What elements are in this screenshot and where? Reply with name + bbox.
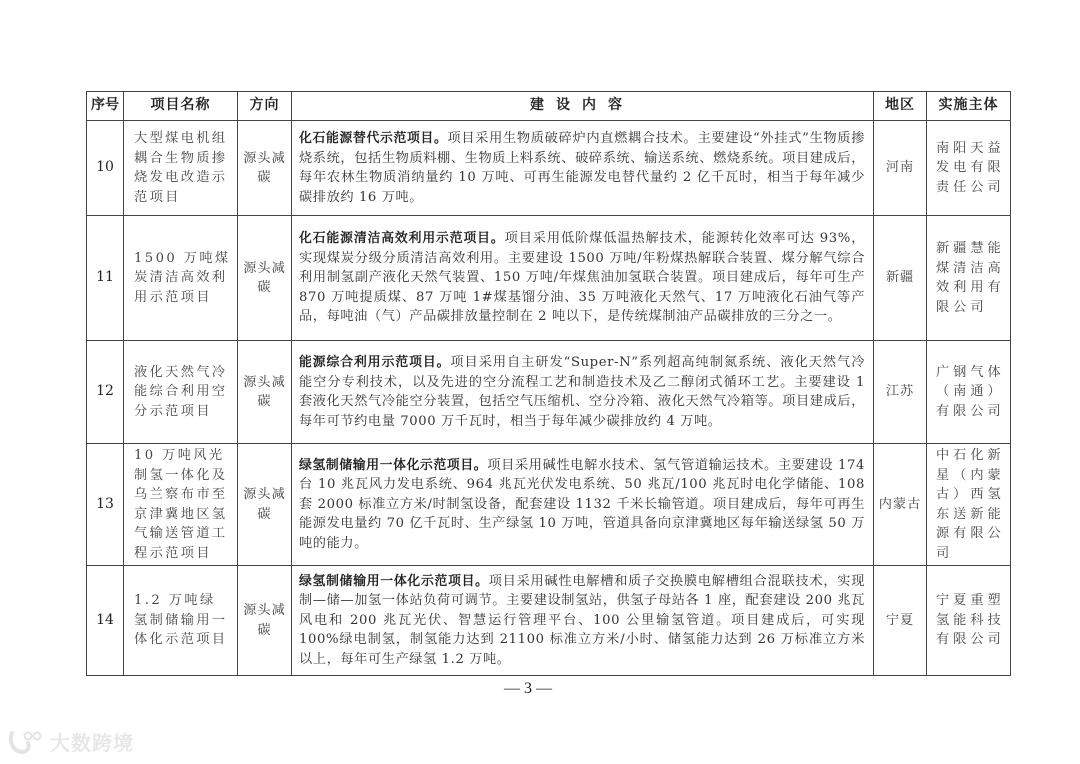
row-direction: 源头减碳 bbox=[238, 566, 292, 676]
table-row bbox=[87, 566, 1011, 676]
content-body: 项目采用碱性电解水技术、氢气管道输运技术。主要建设 174 台 10 兆瓦风力发电系统、964 兆瓦光伏发电系统、50 兆瓦/100 兆瓦时电化学储能、108 套 2000 标准立方米/时制氢设备，配套建设 1132 千米长输管道。项目建成后，每年可再生能源发电量约 70 亿千瓦时、生产绿氢 10 万吨，管道具备向京津冀地区每年输送绿氢 50 万吨的能力。 bbox=[299, 457, 866, 551]
row-content bbox=[292, 216, 874, 341]
watermark bbox=[8, 727, 134, 756]
watermark-logo-icon bbox=[8, 729, 44, 755]
row-region: 新疆 bbox=[874, 216, 927, 341]
row-no: 14 bbox=[87, 566, 124, 676]
header-name: 项目名称 bbox=[124, 92, 238, 121]
row-entity: 南阳天益发电有限责任公司 bbox=[927, 121, 1011, 216]
row-direction: 源头减碳 bbox=[238, 341, 292, 444]
row-content bbox=[292, 444, 874, 566]
row-region: 河南 bbox=[874, 121, 927, 216]
content-lead: 能源综合利用示范项目。 bbox=[299, 355, 451, 370]
header-region: 地区 bbox=[874, 92, 927, 121]
row-project-name: 液化天然气冷能综合利用空分示范项目 bbox=[124, 341, 238, 444]
row-region: 江苏 bbox=[874, 341, 927, 444]
row-project-name: 10 万吨风光制氢一体化及乌兰察布市至京津冀地区氢气输送管道工程示范项目 bbox=[124, 444, 238, 566]
content-lead: 绿氢制储输用一体化示范项目。 bbox=[299, 457, 488, 473]
row-direction: 源头减碳 bbox=[238, 216, 292, 341]
header-content: 建设内容 bbox=[292, 92, 874, 121]
row-content bbox=[292, 341, 874, 444]
row-project-name: 大型煤电机组耦合生物质掺烧发电改造示范项目 bbox=[124, 121, 238, 216]
row-no: 11 bbox=[87, 216, 124, 341]
row-no: 10 bbox=[87, 121, 124, 216]
row-entity: 宁夏重塑氢能科技有限公司 bbox=[927, 566, 1011, 676]
row-direction: 源头减碳 bbox=[238, 444, 292, 566]
header-no: 序号 bbox=[87, 92, 124, 121]
content-body: 项目采用生物质破碎炉内直燃耦合技术。主要建设“外挂式”生物质掺烧系统，包括生物质料棚、生物质上料系统、破碎系统、输送系统、燃烧系统。项目建成后，每年农林生物质消纳量约 10 万吨、可再生能源发电替代量约 2 亿千瓦时，相当于每年减少碳排放约 16 万吨。 bbox=[299, 131, 865, 205]
content-lead: 化石能源清洁高效利用示范项目。 bbox=[299, 231, 505, 247]
watermark-text: 大数跨境 bbox=[50, 731, 134, 755]
row-no: 13 bbox=[87, 444, 124, 566]
table-row bbox=[87, 341, 1011, 444]
content-body: 项目采用自主研发“Super-N”系列超高纯制氮系统、液化天然气冷能空分专利技术，以及先进的空分流程工艺和制造技术及乙二醇闭式循环工艺。主要建设 1 套液化天然气冷能空分装置，包括空气压缩机、空分冷箱、液化天然气冷箱等。项目建成后，每年可节约电量 7000 万千瓦时，相当于每年减少碳排放约 4 万吨。 bbox=[299, 355, 865, 429]
table-header-row bbox=[87, 92, 1011, 121]
content-body: 项目采用低阶煤低温热解技术，能源转化效率可达 93%，实现煤炭分级分质清洁高效利用。主要建设 1500 万吨/年粉煤热解联合装置、煤分解气综合利用制氢副产液化天然气装置、150 万吨/年煤焦油加氢联合装置。项目建成后，每年可生产 870 万吨提质煤、87 万吨 1#煤基馏分油、35 万吨液化天然气、17 万吨液化石油气等产品，每吨油（气）产品碳排放量控制在 2 吨以下，是传统煤制油产品碳排放的三分之一。 bbox=[299, 231, 866, 325]
page-number: — 3 — bbox=[504, 680, 552, 697]
row-project-name: 1.2 万吨绿氢制储输用一体化示范项目 bbox=[124, 566, 238, 676]
content-lead: 化石能源替代示范项目。 bbox=[299, 131, 448, 146]
row-content bbox=[292, 121, 874, 216]
row-direction: 源头减碳 bbox=[238, 121, 292, 216]
table-row bbox=[87, 121, 1011, 216]
table-row bbox=[87, 216, 1011, 341]
projects-table bbox=[86, 91, 1011, 676]
content-body: 项目采用碱性电解槽和质子交换膜电解槽组合混联技术，实现制—储—加氢一体站负荷可调节。主要建设制氢站，供氢子母站各 1 座，配套建设 200 兆瓦风电和 200 兆瓦光伏、智慧运行管理平台、100 公里输氢管道。项目建成后，可实现 100%绿电制氢，制氢能力达到 21100 标准立方米/小时、储氢能力达到 26 万标准立方米以上，每年可生产绿氢 1.2 万吨。 bbox=[299, 573, 865, 667]
row-content bbox=[292, 566, 874, 676]
content-lead: 绿氢制储输用一体化示范项目。 bbox=[299, 573, 489, 589]
header-direction: 方向 bbox=[238, 92, 292, 121]
row-region: 宁夏 bbox=[874, 566, 927, 676]
header-entity: 实施主体 bbox=[927, 92, 1011, 121]
row-entity: 中石化新星（内蒙古）西氢东送新能源有限公司 bbox=[927, 444, 1011, 566]
row-entity: 新疆慧能煤清洁高效利用有限公司 bbox=[927, 216, 1011, 341]
row-entity: 广钢气体（南通）有限公司 bbox=[927, 341, 1011, 444]
row-region: 内蒙古 bbox=[874, 444, 927, 566]
row-project-name: 1500 万吨煤炭清洁高效利用示范项目 bbox=[124, 216, 238, 341]
table-row bbox=[87, 444, 1011, 566]
row-no: 12 bbox=[87, 341, 124, 444]
